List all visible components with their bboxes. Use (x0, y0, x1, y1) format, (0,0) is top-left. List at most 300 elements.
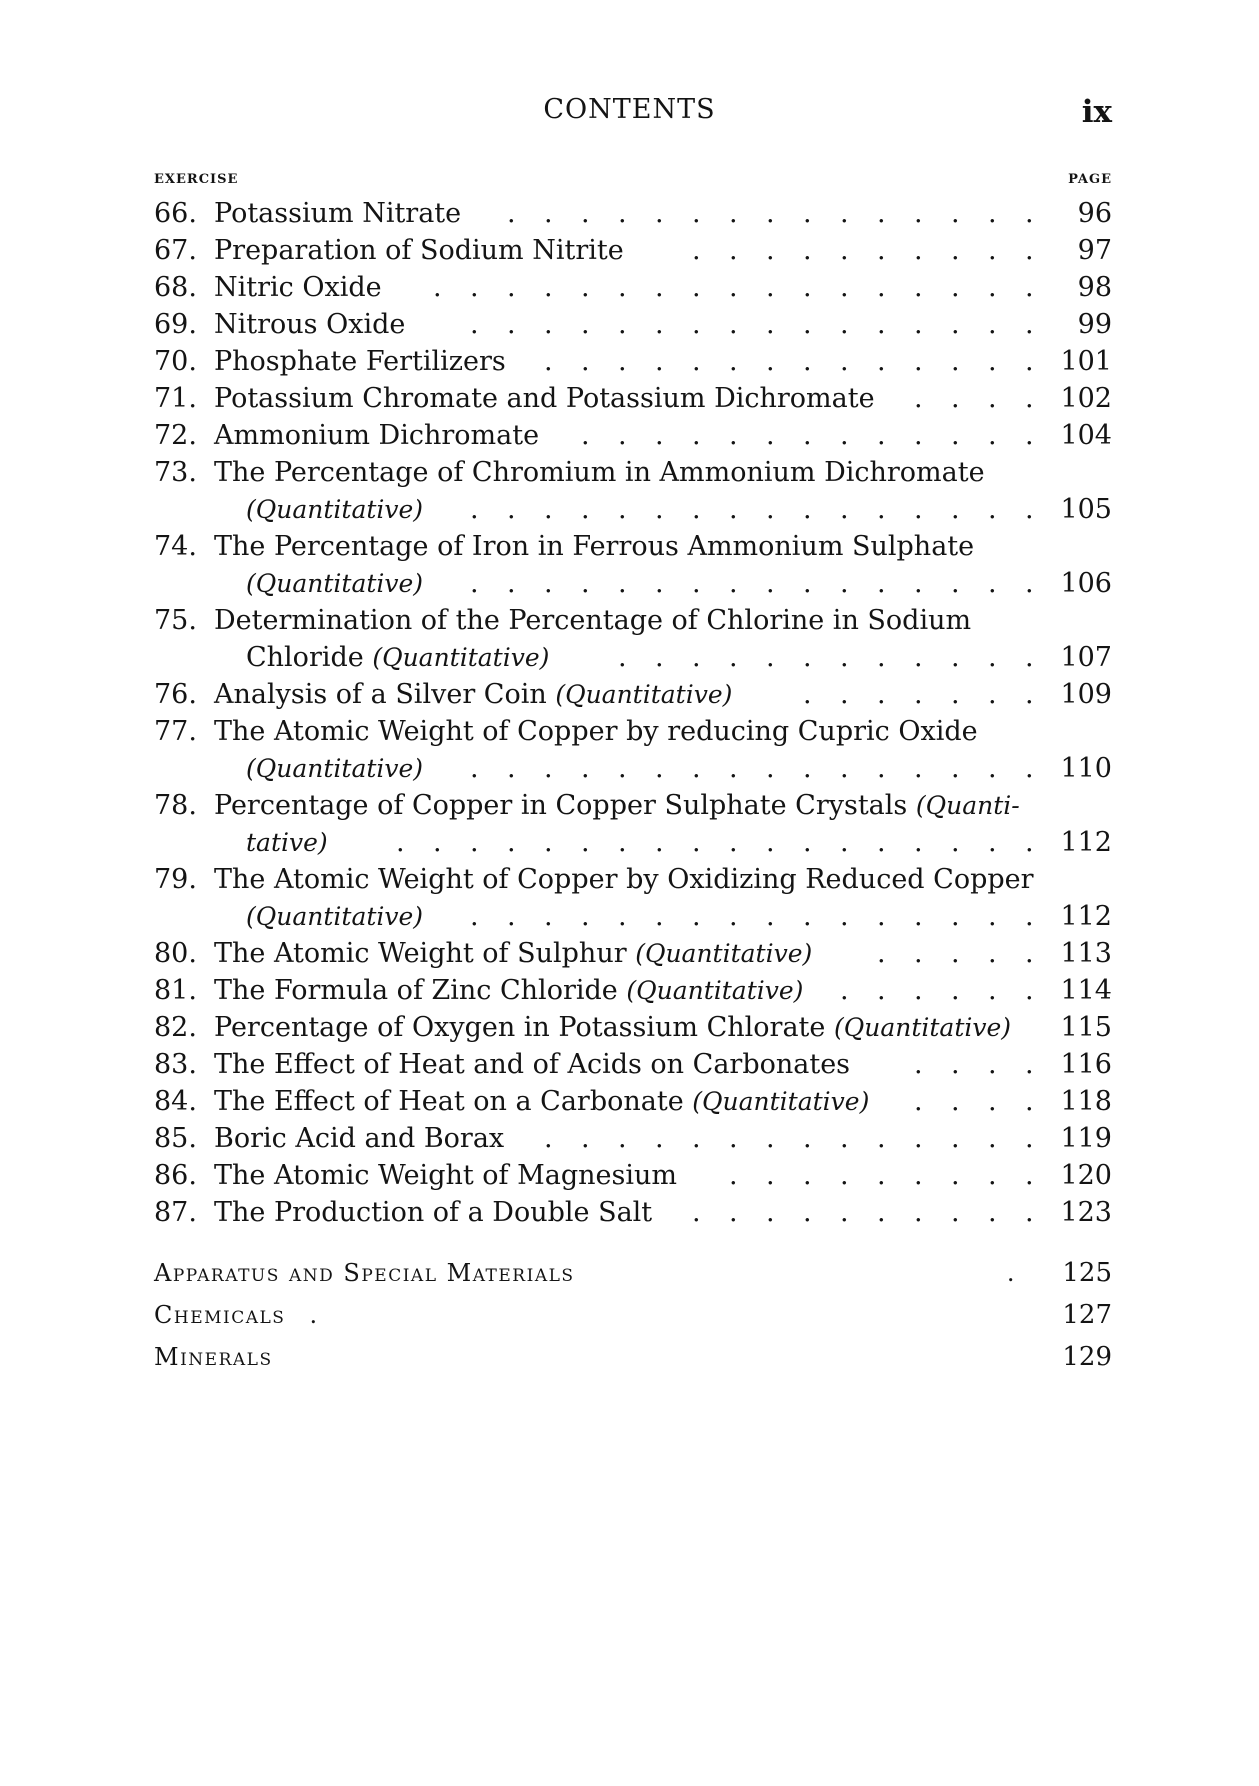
leader-dot: . (729, 272, 738, 303)
entry-page: 112 (1060, 901, 1112, 932)
leader-dot: . (1025, 198, 1034, 229)
leader-dot: . (877, 235, 886, 266)
leader-dot: . (618, 420, 627, 451)
leader-dot: . (766, 1123, 775, 1154)
leader-dot: . (729, 753, 738, 784)
entry-page: 107 (1060, 642, 1112, 673)
leader-dot: . (507, 198, 516, 229)
leader-dot: . (951, 1049, 960, 1080)
leader-dot: . (840, 1197, 849, 1228)
toc-entry (154, 343, 1112, 380)
entry-page: 99 (1077, 309, 1112, 340)
entry-title: (Quantitative) (246, 902, 424, 931)
leader-dot: . (988, 753, 997, 784)
leader-dot: . (729, 1160, 738, 1191)
leader-dot: . (692, 642, 701, 673)
entry-number: 77. (154, 716, 197, 747)
leader-dot: . (729, 568, 738, 599)
leader-dot: . (766, 1197, 775, 1228)
entry-title: Phosphate Fertilizers (214, 346, 506, 377)
entry-number: 79. (154, 864, 197, 895)
leader-dot: . (692, 901, 701, 932)
leader-dot: . (544, 309, 553, 340)
leader-dot: . (803, 420, 812, 451)
leader-dot: . (914, 383, 923, 414)
leader-dot: . (766, 753, 775, 784)
leader-dot: . (914, 198, 923, 229)
toc-entry (154, 195, 1112, 232)
entry-title: Ammonium Dichromate (214, 420, 540, 451)
leader-dot: . (655, 420, 664, 451)
entry-page: 106 (1060, 568, 1112, 599)
leader-dot: . (914, 309, 923, 340)
entry-title: The Atomic Weight of Magnesium (214, 1160, 678, 1191)
leader-dot: . (692, 272, 701, 303)
entry-title: The Atomic Weight of Copper by reducing Cupric Oxide (214, 716, 978, 747)
leader-dot: . (544, 346, 553, 377)
leader-dot: . (692, 827, 701, 858)
leader-dot: . (766, 568, 775, 599)
leader-dot: . (914, 494, 923, 525)
exercise-column-label: EXERCISE (154, 172, 239, 187)
leader-dot: . (692, 1123, 701, 1154)
leader-dot: . (988, 1160, 997, 1191)
leader-dot: . (877, 309, 886, 340)
leader-dot: . (581, 901, 590, 932)
leader-dot: . (840, 198, 849, 229)
toc-entry-continuation (154, 750, 1112, 787)
leader-dot: . (951, 235, 960, 266)
entry-page: 113 (1060, 938, 1112, 969)
entry-number: 84. (154, 1086, 197, 1117)
leader-dot: . (840, 1123, 849, 1154)
toc-entry (154, 269, 1112, 306)
leader-dot: . (581, 346, 590, 377)
entry-title: Percentage of Copper in Copper Sulphate Crystals (Quanti- (214, 790, 1020, 821)
leader-dot: . (507, 901, 516, 932)
leader-dot: . (1025, 235, 1034, 266)
leader-dot: . (618, 753, 627, 784)
entry-page: 110 (1060, 753, 1112, 784)
leader-dot: . (1025, 1086, 1034, 1117)
leader-dot: . (1006, 1259, 1016, 1287)
leader-dot: . (618, 901, 627, 932)
leader-dot: . (729, 309, 738, 340)
leader-dot: . (803, 309, 812, 340)
leader-dot: . (692, 309, 701, 340)
leader-dot: . (914, 272, 923, 303)
leader-dot: . (729, 235, 738, 266)
entry-page: 96 (1077, 198, 1112, 229)
entry-title: (Quantitative) (246, 569, 424, 598)
leader-dot: . (914, 1086, 923, 1117)
entry-title: Boric Acid and Borax (214, 1123, 505, 1154)
leader-dot: . (1025, 642, 1034, 673)
entry-title: The Percentage of Chromium in Ammonium Dichromate (214, 457, 985, 488)
leader-dot: . (951, 420, 960, 451)
leader-dot: . (433, 827, 442, 858)
leader-dot: . (951, 642, 960, 673)
leader-dot: . (396, 827, 405, 858)
leader-dot: . (951, 198, 960, 229)
leader-dot: . (655, 309, 664, 340)
entry-title: Potassium Nitrate (214, 198, 462, 229)
leader-dot: . (951, 1123, 960, 1154)
leader-dot: . (951, 309, 960, 340)
leader-dot: . (914, 975, 923, 1006)
entry-page: 104 (1060, 420, 1112, 451)
page-title: CONTENTS (543, 94, 716, 125)
entry-title: (Quantitative) (246, 754, 424, 783)
leader-dot: . (655, 346, 664, 377)
leader-dot: . (988, 272, 997, 303)
entry-number: 85. (154, 1123, 197, 1154)
leader-dot: . (914, 235, 923, 266)
leader-dot: . (470, 309, 479, 340)
leader-dot: . (803, 272, 812, 303)
leader-dot: . (618, 1123, 627, 1154)
entry-title: tative) (246, 828, 328, 857)
entry-number: 82. (154, 1012, 197, 1043)
entry-number: 78. (154, 790, 197, 821)
leader-dot: . (692, 420, 701, 451)
entry-page: 115 (1060, 1012, 1112, 1043)
entry-number: 66. (154, 198, 197, 229)
appendix-title: Chemicals (154, 1301, 286, 1329)
leader-dot: . (544, 198, 553, 229)
leader-dot: . (988, 309, 997, 340)
leader-dot: . (1025, 938, 1034, 969)
toc-entry (154, 1157, 1112, 1194)
leader-dot: . (729, 827, 738, 858)
toc-entry-continuation (154, 491, 1112, 528)
leader-dot: . (951, 827, 960, 858)
entry-title: The Atomic Weight of Copper by Oxidizing Reduced Copper (214, 864, 1034, 895)
leader-dot: . (951, 346, 960, 377)
entry-title: Nitric Oxide (214, 272, 382, 303)
entry-page: 97 (1077, 235, 1112, 266)
leader-dot: . (914, 1197, 923, 1228)
leader-dot: . (988, 1197, 997, 1228)
entry-page: 123 (1060, 1197, 1112, 1228)
entry-number: 69. (154, 309, 197, 340)
entry-page: 101 (1060, 346, 1112, 377)
leader-dot: . (1025, 309, 1034, 340)
toc-entry (154, 1046, 1112, 1083)
leader-dot: . (1025, 420, 1034, 451)
leader-dot: . (840, 1160, 849, 1191)
leader-dot: . (840, 309, 849, 340)
appendix-page: 129 (1062, 1342, 1112, 1372)
leader-dot: . (507, 272, 516, 303)
leader-dot: . (1025, 1123, 1034, 1154)
leader-dot: . (766, 901, 775, 932)
entry-page: 119 (1060, 1123, 1112, 1154)
toc-entry (154, 787, 1112, 824)
leader-dot: . (1025, 494, 1034, 525)
leader-dot: . (1025, 1160, 1034, 1191)
leader-dot: . (988, 494, 997, 525)
entry-page: 98 (1077, 272, 1112, 303)
leader-dot: . (1025, 679, 1034, 710)
leader-dot: . (544, 753, 553, 784)
leader-dot: . (988, 568, 997, 599)
leader-dot: . (988, 383, 997, 414)
leader-dot: . (655, 272, 664, 303)
leader-dot: . (618, 642, 627, 673)
leader-dot: . (729, 420, 738, 451)
entry-title: The Atomic Weight of Sulphur (Quantitative) (214, 938, 813, 969)
leader-dot: . (803, 827, 812, 858)
leader-dot: . (914, 642, 923, 673)
leader-dot: . (433, 272, 442, 303)
entry-title: (Quantitative) (246, 495, 424, 524)
leader-dot: . (766, 827, 775, 858)
leader-dot: . (692, 198, 701, 229)
leader-dot: . (840, 272, 849, 303)
leader-dot: . (951, 1086, 960, 1117)
leader-dot: . (655, 642, 664, 673)
leader-dot: . (914, 568, 923, 599)
leader-dot: . (729, 901, 738, 932)
leader-dot: . (988, 642, 997, 673)
leader-dot: . (729, 1197, 738, 1228)
toc-entry (154, 935, 1112, 972)
entry-number: 71. (154, 383, 197, 414)
leader-dot: . (951, 938, 960, 969)
leader-dot: . (309, 1301, 319, 1329)
leader-dot: . (877, 901, 886, 932)
leader-dot: . (914, 679, 923, 710)
leader-dot: . (581, 309, 590, 340)
leader-dot: . (655, 568, 664, 599)
toc-entry (154, 1083, 1112, 1120)
toc-entry (154, 380, 1112, 417)
leader-dot: . (470, 272, 479, 303)
leader-dot: . (914, 420, 923, 451)
leader-dot: . (766, 309, 775, 340)
entry-number: 75. (154, 605, 197, 636)
leader-dot: . (951, 753, 960, 784)
toc-entry (154, 861, 1112, 898)
leader-dot: . (914, 1123, 923, 1154)
leader-dot: . (507, 309, 516, 340)
entry-title: Potassium Chromate and Potassium Dichromate (214, 383, 875, 414)
leader-dot: . (544, 901, 553, 932)
entry-page: 102 (1060, 383, 1112, 414)
leader-dot: . (951, 901, 960, 932)
toc-entry (154, 417, 1112, 454)
appendix-title: Apparatus and Special Materials (154, 1259, 575, 1287)
appendix-title: Minerals (154, 1343, 273, 1371)
entry-number: 83. (154, 1049, 197, 1080)
leader-dot: . (729, 1123, 738, 1154)
leader-dot: . (692, 235, 701, 266)
leader-dot: . (877, 1160, 886, 1191)
leader-dot: . (692, 753, 701, 784)
leader-dot: . (951, 272, 960, 303)
leader-dot: . (803, 753, 812, 784)
leader-dot: . (803, 346, 812, 377)
leader-dot: . (655, 1123, 664, 1154)
leader-dot: . (803, 901, 812, 932)
leader-dot: . (655, 494, 664, 525)
leader-dot: . (988, 346, 997, 377)
leader-dot: . (951, 975, 960, 1006)
entry-title: The Formula of Zinc Chloride (Quantitative) (214, 975, 804, 1006)
leader-dot: . (1025, 346, 1034, 377)
entry-page: 120 (1060, 1160, 1112, 1191)
leader-dot: . (655, 753, 664, 784)
entry-title: Percentage of Oxygen in Potassium Chlorate (Quantitative) (214, 1012, 1012, 1043)
entry-title: Determination of the Percentage of Chlorine in Sodium (214, 605, 972, 636)
leader-dot: . (692, 494, 701, 525)
leader-dot: . (877, 679, 886, 710)
leader-dot: . (470, 568, 479, 599)
entry-number: 86. (154, 1160, 197, 1191)
leader-dot: . (1025, 827, 1034, 858)
toc-entry (154, 1194, 1112, 1231)
leader-dot: . (544, 568, 553, 599)
entry-title: Preparation of Sodium Nitrite (214, 235, 624, 266)
entry-number: 80. (154, 938, 197, 969)
leader-dot: . (1025, 1049, 1034, 1080)
leader-dot: . (1025, 975, 1034, 1006)
leader-dot: . (581, 753, 590, 784)
leader-dot: . (655, 827, 664, 858)
leader-dot: . (470, 753, 479, 784)
leader-dot: . (803, 1197, 812, 1228)
leader-dot: . (507, 753, 516, 784)
page-column-label: PAGE (1068, 172, 1112, 187)
leader-dot: . (877, 1123, 886, 1154)
toc-entry-continuation (154, 898, 1112, 935)
leader-dot: . (618, 272, 627, 303)
toc-appendix (154, 1252, 1112, 1378)
leader-dot: . (877, 494, 886, 525)
leader-dot: . (766, 494, 775, 525)
leader-dot: . (951, 568, 960, 599)
leader-dot: . (803, 1160, 812, 1191)
leader-dot: . (914, 827, 923, 858)
toc-entry (154, 676, 1112, 713)
entry-page: 109 (1060, 679, 1112, 710)
leader-dot: . (988, 975, 997, 1006)
entry-number: 76. (154, 679, 197, 710)
leader-dot: . (988, 827, 997, 858)
leader-dot: . (877, 198, 886, 229)
toc-entry (154, 972, 1112, 1009)
leader-dot: . (470, 901, 479, 932)
leader-dot: . (729, 494, 738, 525)
leader-dot: . (766, 346, 775, 377)
leader-dot: . (766, 1160, 775, 1191)
leader-dot: . (877, 272, 886, 303)
leader-dot: . (766, 642, 775, 673)
entry-page: 114 (1060, 975, 1112, 1006)
leader-dot: . (1025, 901, 1034, 932)
leader-dot: . (988, 938, 997, 969)
leader-dot: . (507, 827, 516, 858)
leader-dot: . (840, 679, 849, 710)
leader-dot: . (877, 420, 886, 451)
entry-title: The Percentage of Iron in Ferrous Ammonium Sulphate (214, 531, 975, 562)
toc-entry-continuation (154, 565, 1112, 602)
leader-dot: . (581, 568, 590, 599)
leader-dot: . (470, 827, 479, 858)
leader-dot: . (803, 235, 812, 266)
leader-dot: . (877, 642, 886, 673)
entry-title: Analysis of a Silver Coin (Quantitative) (214, 679, 733, 710)
leader-dot: . (914, 1160, 923, 1191)
toc-entry (154, 454, 1112, 491)
leader-dot: . (840, 827, 849, 858)
leader-dot: . (877, 568, 886, 599)
leader-dot: . (692, 346, 701, 377)
leader-dot: . (544, 827, 553, 858)
leader-dot: . (840, 568, 849, 599)
leader-dot: . (951, 494, 960, 525)
entry-number: 73. (154, 457, 197, 488)
leader-dot: . (1025, 1197, 1034, 1228)
leader-dot: . (877, 1197, 886, 1228)
leader-dot: . (1025, 753, 1034, 784)
leader-dot: . (988, 901, 997, 932)
leader-dot: . (988, 1123, 997, 1154)
leader-dot: . (988, 679, 997, 710)
leader-dot: . (581, 1123, 590, 1154)
leader-dot: . (766, 420, 775, 451)
leader-dot: . (692, 1197, 701, 1228)
leader-dot: . (618, 827, 627, 858)
leader-dot: . (766, 198, 775, 229)
leader-dot: . (729, 346, 738, 377)
leader-dot: . (803, 642, 812, 673)
leader-dot: . (1025, 568, 1034, 599)
leader-dot: . (914, 753, 923, 784)
leader-dot: . (988, 1086, 997, 1117)
leader-dot: . (988, 235, 997, 266)
leader-dot: . (840, 420, 849, 451)
leader-dot: . (544, 494, 553, 525)
toc-entry-continuation (154, 824, 1112, 861)
toc-entries (154, 195, 1112, 1231)
leader-dot: . (618, 309, 627, 340)
toc-entry (154, 1009, 1112, 1046)
leader-dot: . (840, 901, 849, 932)
leader-dot: . (581, 827, 590, 858)
leader-dot: . (618, 346, 627, 377)
entry-title: Nitrous Oxide (214, 309, 406, 340)
leader-dot: . (470, 494, 479, 525)
leader-dot: . (581, 494, 590, 525)
toc-entry (154, 232, 1112, 269)
leader-dot: . (803, 494, 812, 525)
leader-dot: . (914, 901, 923, 932)
leader-dot: . (655, 198, 664, 229)
leader-dot: . (729, 642, 738, 673)
leader-dot: . (840, 975, 849, 1006)
leader-dot: . (507, 568, 516, 599)
toc-entry (154, 528, 1112, 565)
appendix-entry (154, 1252, 1112, 1294)
leader-dot: . (729, 198, 738, 229)
page-number: ix (1081, 94, 1112, 130)
entry-title: The Effect of Heat and of Acids on Carbonates (214, 1049, 851, 1080)
toc-entry-continuation (154, 639, 1112, 676)
toc-entry (154, 602, 1112, 639)
leader-dot: . (544, 272, 553, 303)
